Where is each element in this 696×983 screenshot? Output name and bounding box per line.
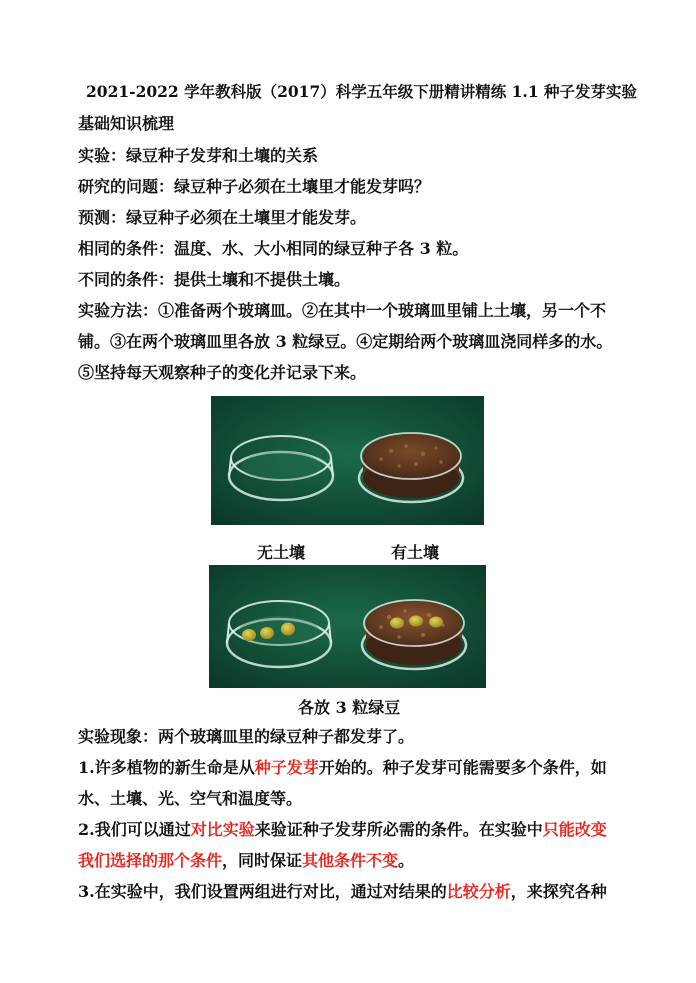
caption-no-soil: 无土壤: [257, 543, 306, 562]
point-2-emphasis-change: 只能改变: [542, 820, 607, 839]
caption-soil: 有土壤: [391, 543, 440, 562]
point-1-line-2: 水、土壤、光、空气和温度等。: [78, 789, 303, 808]
point-2-period: 。: [398, 851, 415, 870]
same-conditions-line: 相同的条件：温度、水、大小相同的绿豆种子各 3 粒。: [78, 239, 469, 258]
point-1-text-continued: 开始的。种子发芽可能需要多个条件，如: [318, 758, 607, 777]
mung-bean-seed: [429, 617, 443, 628]
experiment-line: 实验：绿豆种子发芽和土壤的关系: [78, 146, 319, 165]
point-1-text: 1.许多植物的新生命是从: [78, 758, 255, 777]
mung-bean-seed: [281, 623, 295, 636]
point-3-text: 3.在实验中，我们设置两组进行对比，通过对结果的: [78, 882, 447, 901]
point-1-emphasis: 种子发芽: [254, 758, 319, 777]
dishes-illustration: [211, 396, 484, 525]
photo-dishes-soil-comparison: [211, 396, 484, 525]
prediction-line: 预测：绿豆种子必须在土壤里才能发芽。: [78, 208, 367, 227]
point-2-emphasis-unchanged: 其他条件不变: [302, 851, 399, 870]
method-line-2: 铺。③在两个玻璃皿里各放 3 粒绿豆。④定期给两个玻璃皿浇同样多的水。: [78, 332, 613, 351]
question-line: 研究的问题：绿豆种子必须在土壤里才能发芽吗？: [78, 177, 431, 196]
point-2-line-1: [78, 820, 607, 840]
point-3-line-1: [78, 882, 607, 902]
point-3-emphasis: 比较分析: [446, 882, 511, 901]
method-line-3: ⑤坚持每天观察种子的变化并记录下来。: [78, 363, 367, 382]
mung-bean-seed: [242, 629, 256, 641]
method-line-1: 实验方法：①准备两个玻璃皿。②在其中一个玻璃皿里铺上土壤，另一个不: [78, 301, 607, 320]
mung-bean-seed: [390, 618, 404, 629]
point-3-text-continued: ，来探究各种: [510, 882, 607, 901]
point-2-text-continued: 来验证种子发芽所必需的条件。在实验中: [254, 820, 543, 839]
seeds-illustration: [209, 565, 486, 688]
photo-seeds-in-dishes: [209, 565, 486, 688]
phenomenon-line: 实验现象：两个玻璃皿里的绿豆种子都发芽了。: [78, 727, 415, 746]
mung-bean-seed: [409, 616, 423, 627]
point-2-line-2: [78, 851, 414, 871]
different-conditions-line: 不同的条件：提供土壤和不提供土壤。: [78, 270, 351, 289]
mung-bean-seed: [260, 627, 274, 639]
section-heading: 基础知识梳理: [78, 114, 175, 133]
point-2-text-ensure: ，同时保证: [222, 851, 303, 870]
point-2-emphasis-contrast: 对比实验: [190, 820, 255, 839]
point-1-line-1: [78, 758, 607, 778]
point-2-emphasis-selected: 我们选择的那个条件: [78, 851, 223, 870]
document-title: 2021-2022 学年教科版（2017）科学五年级下册精讲精练 1.1 种子发芽实验: [86, 82, 638, 101]
caption-seeds: 各放 3 粒绿豆: [298, 698, 401, 717]
point-2-text: 2.我们可以通过: [78, 820, 191, 839]
